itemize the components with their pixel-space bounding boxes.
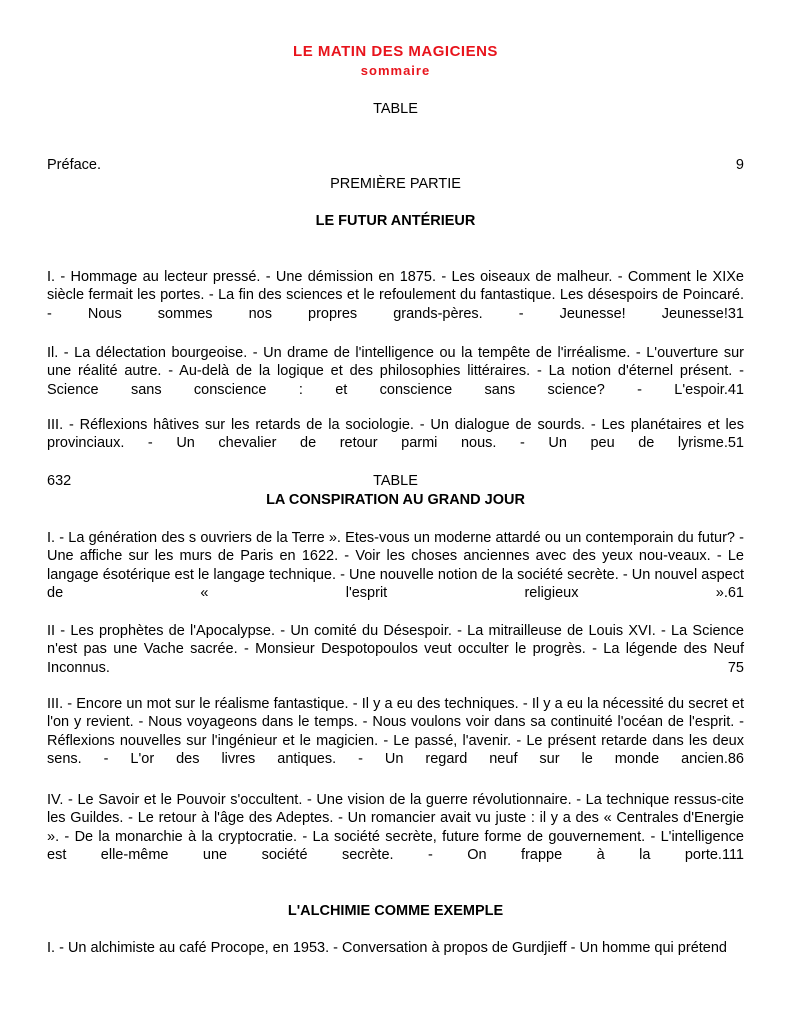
entry-text: I. - Hommage au lecteur pressé. - Une démission en 1875. - Les oiseaux de malheur. - Comment le XIXe siècle fermait les portes. - La fin des sciences et le refoulement du fantastique. Les désespoirs de Poincaré. - Nous sommes nos propres grands-pères. - Jeunesse! Jeunesse! — [47, 269, 744, 322]
table-heading: TABLE — [373, 101, 418, 117]
part-title: PREMIÈRE PARTIE — [330, 176, 461, 192]
entry-text: IV. - Le Savoir et le Pouvoir s'occultent. - Une vision de la guerre révolutionnaire. - La technique ressus-cite les Guildes. - Le retour à l'âge des Adeptes. - Un romancier avait vu juste : il y a des « Centrales d'Energie ». - De la monarchie à la cryptocratie. - La société secrète, future forme de gouvernement. - L'intelligence est elle-même une société secrète. - On frappe à la porte. — [47, 792, 744, 863]
entry-text: III. - Encore un mot sur le réalisme fantastique. - Il y a eu des techniques. - Il y a eu la nécessité du secret et l'on y revient. - Nous voyageons dans le temps. - Nous voulons voir dans sa continuité l'océan de l'esprit. - Réflexions nouvelles sur l'ingénieur et le magicien. - Le passé, l'avenir. - Le présent retarde dans les deux sens. - L'or des livres antiques. - Un regard neuf sur le monde ancien. — [47, 696, 744, 767]
toc-entry — [47, 695, 744, 768]
book-subtitle: sommaire — [360, 63, 431, 78]
preface-page: 9 — [735, 157, 744, 173]
preface-label: Préface. — [47, 157, 101, 173]
running-page-number: 632 — [47, 473, 72, 489]
entry-page: 86 — [727, 750, 744, 767]
section-title: L'ALCHIMIE COMME EXEMPLE — [287, 903, 504, 919]
entry-text: I. - Un alchimiste au café Procope, en 1953. - Conversation à propos de Gurdjieff - Un homme qui prétend — [47, 940, 727, 956]
book-title: LE MATIN DES MAGICIENS — [293, 43, 498, 60]
toc-entry — [47, 529, 744, 602]
entry-page: 111 — [721, 846, 744, 863]
entry-text: I. - La génération des s ouvriers de la Terre ». Etes-vous un moderne attardé ou un contemporain du futur? - Une affiche sur les murs de Paris en 1622. - Voir les choses anciennes avec des yeux nou-veaux. - Le langage ésotérique est le langage technique. - Une nouvelle notion de la société secrète. - Un nouvel aspect de « l'esprit religieux ». — [47, 530, 744, 601]
toc-entry — [47, 939, 744, 957]
entry-text: III. - Réflexions hâtives sur les retards de la sociologie. - Un dialogue de sourds. - Les planétaires et les provinciaux. - Un chevalier de retour parmi nous. - Un peu de lyrisme. — [47, 417, 744, 452]
entry-text: Il. - La délectation bourgeoise. - Un drame de l'intelligence ou la tempête de l'irréalisme. - L'ouverture sur une réalité autre. - Au-delà de la logique et des philosophies littéraires. - La notion d'éternel présent. - Science sans conscience : et conscience sans science? - L'espoir. — [47, 345, 744, 398]
toc-entry — [47, 622, 744, 677]
toc-entry — [47, 791, 744, 864]
entry-page: 75 — [727, 659, 744, 676]
running-header — [47, 473, 744, 489]
section-title: LE FUTUR ANTÉRIEUR — [315, 213, 476, 229]
running-header-label: TABLE — [373, 473, 418, 489]
entry-page: 51 — [727, 435, 744, 452]
preface-row — [47, 157, 744, 173]
entry-text: II - Les prophètes de l'Apocalypse. - Un comité du Désespoir. - La mitrailleuse de Louis XVI. - La Science n'est pas une Vache sacrée. - Monsieur Despotopoulos veut occulter le progrès. - La légende des Neuf Inconnus. — [47, 623, 744, 676]
entry-page: 41 — [727, 381, 744, 398]
toc-entry — [47, 344, 744, 399]
section-title: LA CONSPIRATION AU GRAND JOUR — [266, 492, 525, 508]
entry-page: 61 — [727, 584, 744, 601]
toc-entry — [47, 268, 744, 323]
entry-page: 31 — [727, 305, 744, 322]
toc-entry — [47, 416, 744, 453]
